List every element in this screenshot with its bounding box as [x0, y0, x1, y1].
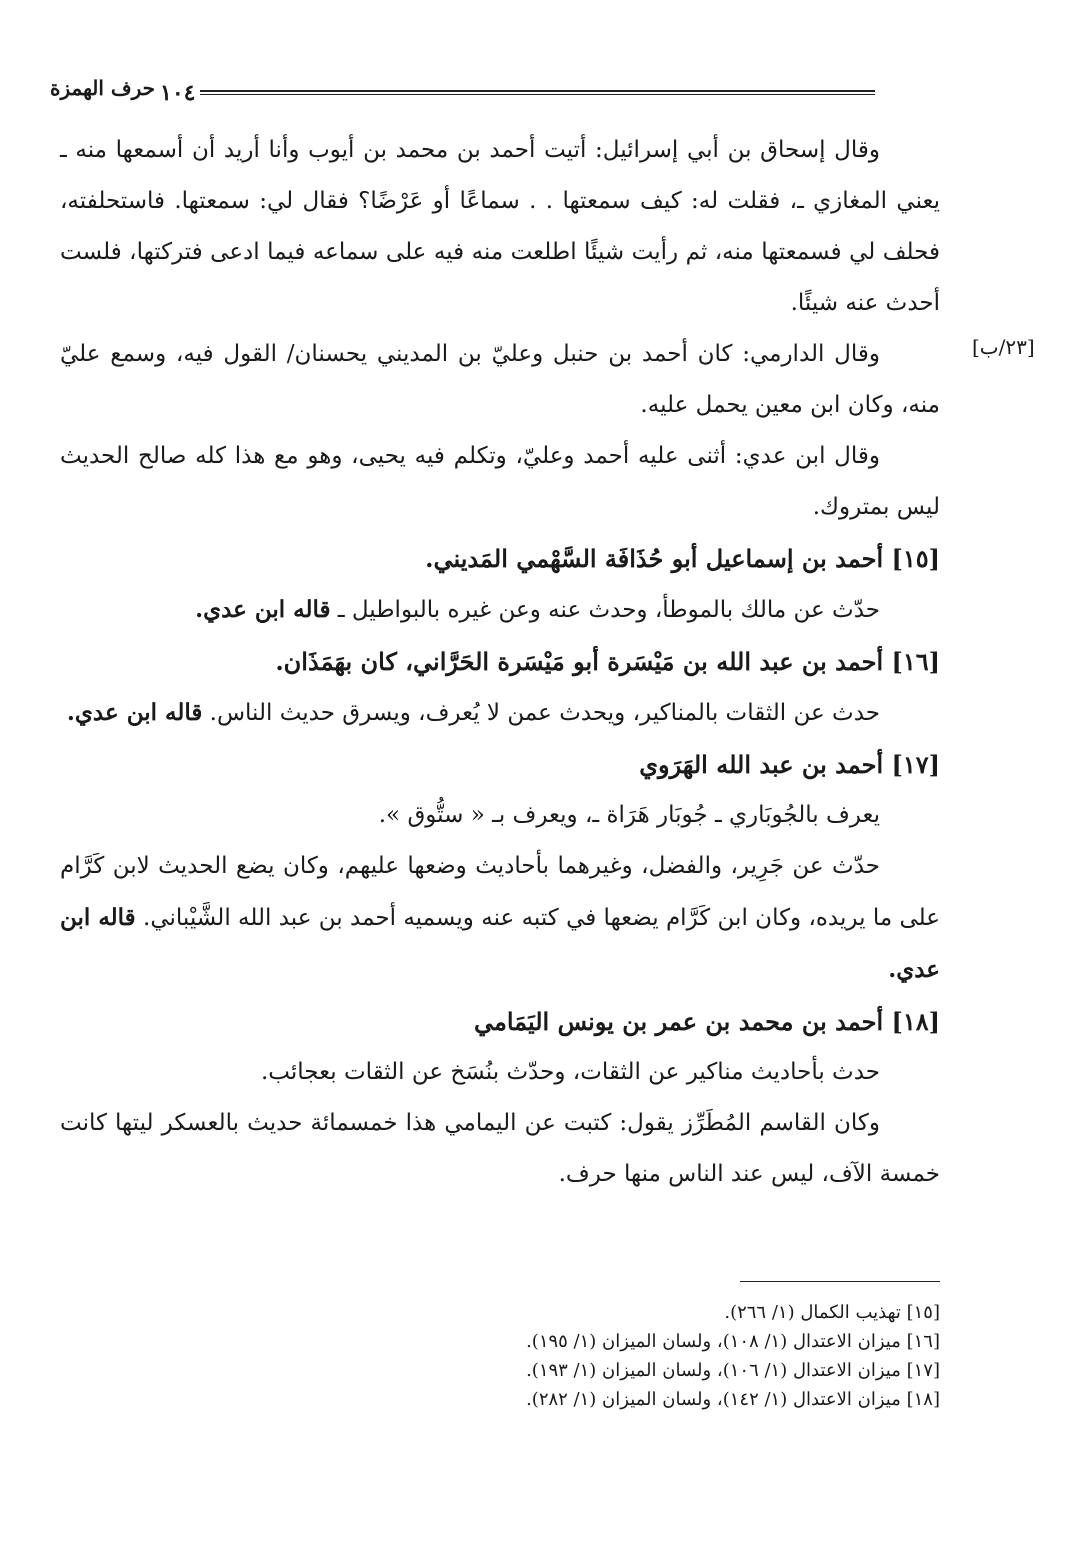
paragraph: وقال الدارمي: كان أحمد بن حنبل وعليّ بن المديني يحسنان/ القول فيه، وسمع عليّ منه، وكان ابن معين يحمل عليه.	[60, 341, 940, 418]
footnotes	[400, 1298, 940, 1414]
paragraph: وقال ابن عدي: أثنى عليه أحمد وعليّ، وتكلم فيه يحيى، وهو مع هذا كله صالح الحديث ليس بمتروك.	[60, 443, 940, 520]
entry-text: حدث عن الثقات بالمناكير، ويحدث عمن لا يُعرف، ويسرق حديث الناس. قاله ابن عدي.	[66, 699, 880, 726]
entry-heading: [١٨] أحمد بن محمد بن عمر بن يونس اليَمَامي	[473, 1007, 940, 1036]
running-header	[50, 70, 1020, 110]
entry-source: قاله ابن عدي.	[60, 904, 940, 983]
entry-text: حدّث عن جَرِير، والفضل، وغيرهما بأحاديث وضعها عليهم، وكان يضع الحديث لابن كَرَّام على ما يريده، وكان ابن كَرَّام يضعها في كتبه عنه ويسميه أحمد بن عبد الله الشَّيْباني. قاله ابن عدي.	[60, 853, 940, 983]
footnote-rule	[740, 1281, 940, 1282]
paragraph: وقال إسحاق بن أبي إسرائيل: أتيت أحمد بن محمد بن أيوب وأنا أريد أن أسمعها منه ـ يعني المغازي ـ، فقلت له: كيف سمعتها . . سماعًا أو عَرْضًا؟ فقال لي: سمعتها. فاستحلفته، فحلف لي فسمعتها منه، ثم رأيت شيئًا اطلعت منه فيه على سماعه فيما ادعى فتركتها، فلست أحدث عنه شيئًا.	[60, 137, 941, 316]
entry-source: قاله ابن عدي.	[195, 596, 331, 623]
manuscript-folio-marker: [٢٣/ب]	[972, 335, 1035, 359]
entry-heading: [١٧] أحمد بن عبد الله الهَرَوي	[639, 750, 940, 779]
main-text	[60, 125, 940, 1200]
entry-text: يعرف بالجُوبَاري ـ جُوبَار هَرَاة ـ، ويعرف بـ « ستُّوق ».	[378, 802, 880, 828]
page-number: ١٠٤	[160, 80, 196, 106]
footnote: [١٨] ميزان الاعتدال (١/ ١٤٢)، ولسان الميزان (١/ ٢٨٢).	[526, 1389, 940, 1410]
entry-source: قاله ابن عدي.	[66, 699, 203, 726]
entry-text: حدث بأحاديث مناكير عن الثقات، وحدّث بنُسَخ عن الثقات بعجائب.	[260, 1059, 880, 1085]
footnote: [١٧] ميزان الاعتدال (١/ ١٠٦)، ولسان الميزان (١/ ١٩٣).	[526, 1360, 940, 1381]
entry-text: وكان القاسم المُطَرِّز يقول: كتبت عن اليمامي هذا خمسمائة حديث بالعسكر ليتها كانت خمسة الآف، ليس عند الناس منها حرف.	[60, 1110, 940, 1187]
entry-heading: [١٥] أحمد بن إسماعيل أبو حُذَافَة السَّهْمي المَديني.	[425, 544, 940, 573]
footnote: [١٥] تهذيب الكمال (١/ ٢٦٦).	[724, 1302, 940, 1323]
chapter-title: حرف الهمزة	[50, 76, 156, 100]
entry-text: حدّث عن مالك بالموطأ، وحدث عنه وعن غيره بالبواطيل ـ قاله ابن عدي.	[195, 596, 880, 623]
footnote: [١٦] ميزان الاعتدال (١/ ١٠٨)، ولسان الميزان (١/ ١٩٥).	[526, 1331, 940, 1352]
header-rule	[200, 90, 875, 95]
entry-heading: [١٦] أحمد بن عبد الله بن مَيْسَرة أبو مَيْسَرة الحَرَّاني، كان بهَمَذَان.	[275, 647, 940, 676]
